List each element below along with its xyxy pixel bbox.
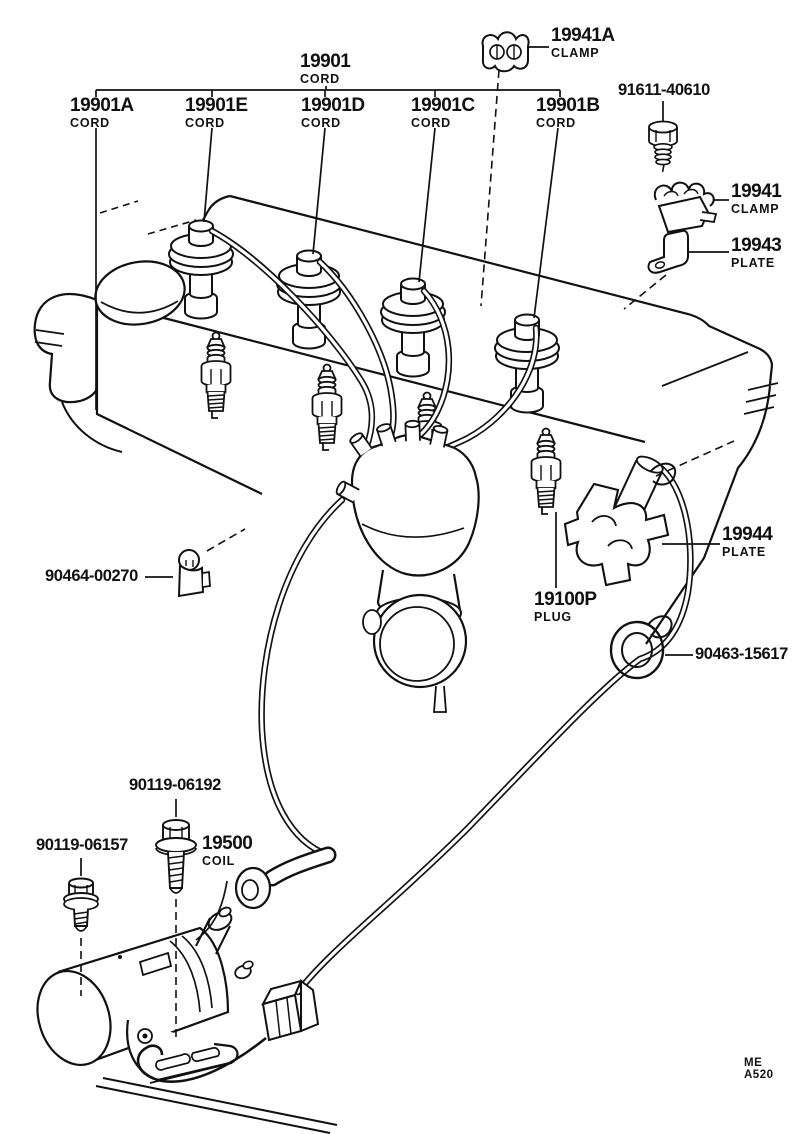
part-label-19500	[202, 834, 252, 868]
part-number: 90463-15617	[695, 645, 788, 663]
spark-plug-2	[313, 365, 342, 451]
engine-front-boss	[35, 294, 97, 402]
part-number: 19943	[731, 235, 782, 256]
grommet-90463	[611, 616, 672, 678]
plate-19944	[565, 484, 668, 585]
part-number: 90464-00270	[45, 567, 138, 585]
part-label-19944	[722, 525, 772, 559]
part-number: 19901C	[411, 95, 475, 116]
part-caption: CORD	[70, 116, 111, 130]
part-label-90464-00270	[45, 568, 138, 585]
part-label-19901e	[185, 96, 248, 130]
part-number: 19500	[202, 833, 253, 854]
part-label-91611-40610	[618, 82, 710, 99]
part-label-90119-06157	[36, 837, 128, 854]
part-caption: CLAMP	[551, 46, 600, 60]
part-label-19901a	[70, 96, 134, 130]
part-number: 19901A	[70, 95, 134, 116]
part-number: 19100P	[534, 589, 597, 610]
part-label-19100p	[534, 590, 597, 624]
plate-19943	[648, 231, 688, 273]
cylinder-head-face	[97, 296, 262, 494]
part-label-19941a	[551, 26, 615, 60]
part-number: 91611-40610	[618, 81, 710, 99]
part-number: 19944	[722, 524, 773, 545]
clamp-90464	[179, 550, 210, 596]
clamp-19941a	[483, 32, 529, 71]
bolt-90119-06192	[156, 820, 196, 893]
part-label-19901d	[301, 96, 365, 130]
part-number: 90119-06157	[36, 836, 128, 854]
spark-plug-cords	[212, 231, 536, 449]
part-label-90463-15617	[695, 646, 788, 663]
part-caption: PLUG	[534, 610, 572, 624]
drawing-code: ME A520	[744, 1057, 774, 1081]
part-number: 19901	[300, 51, 351, 72]
spark-plug-4	[532, 429, 561, 515]
coil-high-tension-cord	[262, 500, 342, 855]
part-label-19901c	[411, 96, 475, 130]
part-caption: CORD	[185, 116, 226, 130]
ht-cord-elbow-boot	[272, 855, 328, 878]
part-number: 90119-06192	[129, 776, 221, 794]
part-number: 19941A	[551, 25, 615, 46]
bolt-91611	[649, 122, 677, 165]
clamp-19941	[655, 183, 716, 232]
part-caption: CORD	[301, 116, 342, 130]
part-label-19943	[731, 236, 781, 270]
part-number: 19901E	[185, 95, 248, 116]
part-caption: CLAMP	[731, 202, 780, 216]
part-caption: CORD	[300, 72, 341, 86]
part-label-19901	[300, 52, 350, 86]
part-caption: COIL	[202, 854, 236, 868]
part-number: 19941	[731, 181, 782, 202]
bolt-90119-06157	[64, 879, 98, 932]
cord-tower-2	[277, 251, 341, 349]
spark-plug-1	[202, 333, 231, 419]
distributor-cap	[352, 435, 479, 576]
part-number: 19901B	[536, 95, 600, 116]
part-caption: CORD	[536, 116, 577, 130]
cord-tower-3	[381, 279, 445, 377]
part-label-19901b	[536, 96, 600, 130]
part-number: 19901D	[301, 95, 365, 116]
part-label-90119-06192	[129, 777, 221, 794]
part-caption: PLATE	[731, 256, 776, 270]
cord-tower-4	[495, 315, 559, 413]
part-caption: PLATE	[722, 545, 767, 559]
ring-terminal	[236, 868, 270, 908]
part-caption: CORD	[411, 116, 452, 130]
distributor	[335, 421, 479, 712]
vacuum-advance	[374, 595, 466, 687]
valve-cover-ribs	[744, 383, 778, 414]
part-label-19941	[731, 182, 781, 216]
